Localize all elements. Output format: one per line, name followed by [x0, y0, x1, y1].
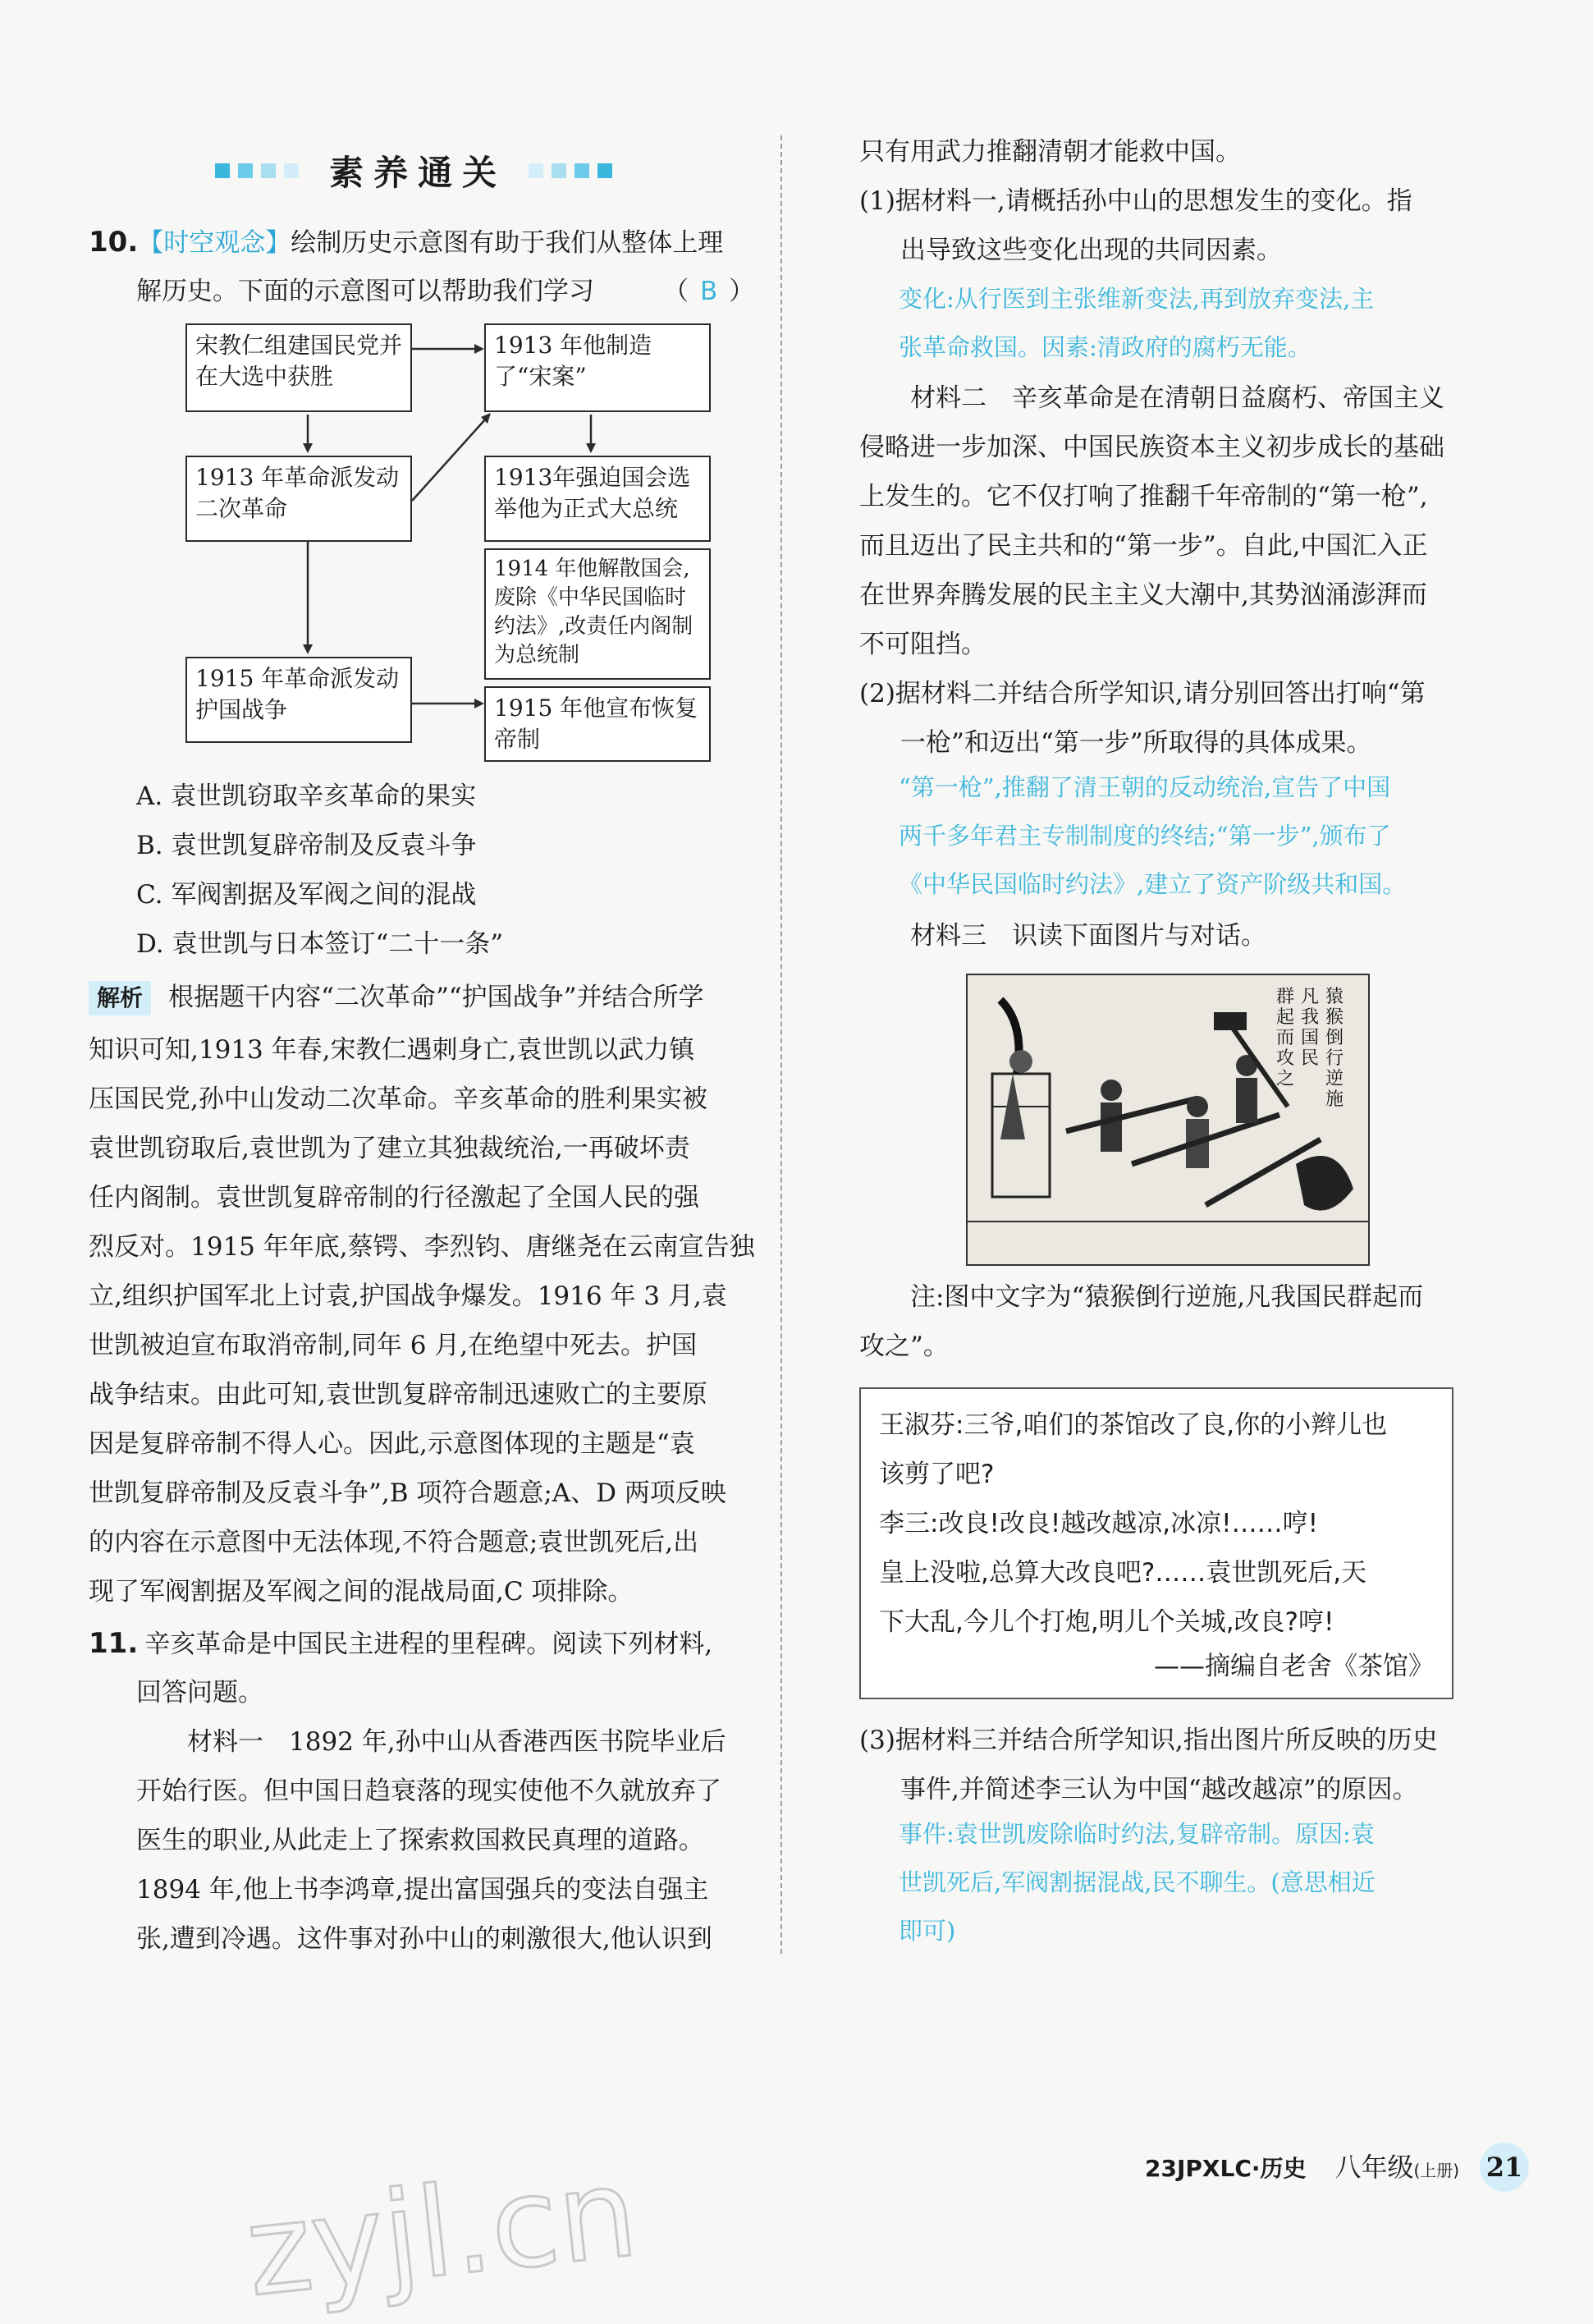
q10-tag: 【时空观念】: [138, 228, 291, 258]
q11-stem-line2: 回答问题。: [136, 1678, 263, 1707]
diagram-box-protect-nation-war: 1915 年革命派发动护国战争: [185, 657, 412, 743]
q10-option-b: B. 袁世凯复辟帝制及反袁斗争: [136, 831, 477, 860]
q11-material1-last-line: 只有用武力推翻清朝才能救中国。: [859, 137, 1241, 167]
footer-volume: (上册): [1413, 2161, 1460, 2180]
q10-analysis-first-line: 解析 根据题干内容“二次革命”“护国战争”并结合所学: [89, 973, 704, 1022]
q11-material2: 材料二 辛亥革命是在清朝日益腐朽、帝国主义 侵略进一步加深、中国民族资本主义初步成长的基础 上发生的。它不仅打响了推翻千年帝制的“第一枪”, 而且迈出了民主共和的“第一步”。自此,中国汇入正 在世界奔腾发展的民主主义大潮中,其势汹涌澎湃而 不可阻挡。: [859, 383, 1444, 659]
cartoon-caption-1: 猿猴倒行逆施: [1325, 987, 1344, 1110]
cartoon-caption-2: 凡我国民: [1301, 987, 1320, 1069]
cartoon-note: 注:图中文字为“猿猴倒行逆施,凡我国民群起而 攻之”。: [859, 1282, 1424, 1361]
diagram-box-dissolve-parliament: 1914 年他解散国会,废除《中华民国临时约法》,改责任内阁制为总统制: [484, 548, 711, 680]
q11-answer1: 变化:从行医到主张维新变法,再到放弃变法,主 张革命救国。因素:清政府的腐朽无能。: [899, 285, 1375, 361]
section-title: 素养通关: [329, 153, 507, 193]
dialog-source: ——摘编自老舍《茶馆》: [1154, 1652, 1434, 1681]
cartoon-image: [966, 974, 1370, 1266]
q10-answer: （ B ）: [663, 277, 755, 306]
q10-option-a: A. 袁世凯窃取辛亥革命的果实: [136, 782, 477, 811]
q10-stem-line2: 解历史。下面的示意图可以帮助我们学习: [136, 277, 594, 306]
q11-number: 11.: [89, 1627, 139, 1660]
q10-option-c: C. 军阀割据及军阀之间的混战: [136, 880, 477, 910]
footer-code: 23JPXLC·历史: [1145, 2155, 1307, 2182]
diagram-box-song-case: 1913 年他制造了“宋案”: [484, 323, 711, 412]
q11-stem-line1: 11. 辛亥革命是中国民主进程的里程碑。阅读下列材料,: [89, 1627, 713, 1660]
diagram-box-kmt: 宋教仁组建国民党并在大选中获胜: [185, 323, 412, 412]
page-footer: [1145, 2143, 1529, 2192]
q10-number: 10.: [89, 226, 139, 259]
diagram-box-president: 1913年强迫国会选举他为正式大总统: [484, 456, 711, 542]
q11-material1: 材料一 1892 年,孙中山从香港西医书院毕业后 开始行医。但中国日趋衰落的现实使他不久就放弃了 医生的职业,从此走上了探索救国救民真理的道路。 1894 年,他上书李鸿章,提出富国强兵的变法自强主 张,遭到冷遇。这件事对孙中山的刺激很大,他认识到: [136, 1727, 726, 1954]
watermark: zyjl.cn: [240, 2141, 643, 2324]
q10-option-d: D. 袁世凯与日本签订“二十一条”: [136, 929, 504, 959]
analysis-label: 解析: [89, 981, 151, 1015]
q11-answer3: 事件:袁世凯废除临时约法,复辟帝制。原因:袁 世凯死后,军阀割据混战,民不聊生。(意思相近 即可): [899, 1820, 1376, 1945]
q11-answer2: “第一枪”,推翻了清王朝的反动统治,宣告了中国 两千多年君主专制制度的终结;“第一步”,颁布了 《中华民国临时约法》,建立了资产阶级共和国。: [899, 773, 1407, 898]
q11-material3-intro: 材料三 识读下面图片与对话。: [910, 921, 1266, 951]
teahouse-dialog-box: 王淑芬:三爷,咱们的茶馆改了良,你的小辫儿也 该剪了吧? 李三:改良!改良!越改越凉,冰凉!……哼! 皇上没啦,总算大改良吧?……袁世凯死后,天 下大乱,今儿个打炮,明儿个关城,改良?哼! ——摘编自老舍《茶馆》: [859, 1387, 1453, 1699]
q11-sub3: (3)据材料三并结合所学知识,指出图片所反映的历史 事件,并简述李三认为中国“越改越凉”的原因。: [859, 1726, 1438, 1804]
q11-sub2: (2)据材料二并结合所学知识,请分别回答出打响“第 一枪”和迈出“第一步”所取得的具体成果。: [859, 679, 1426, 758]
q10-answer-letter: B: [700, 277, 718, 306]
diagram-box-second-revolution: 1913 年革命派发动二次革命: [185, 456, 412, 542]
page-number: 21: [1480, 2143, 1529, 2192]
q10-stem-line1: 10.【时空观念】绘制历史示意图有助于我们从整体上理: [89, 226, 724, 259]
diagram-box-restore-monarchy: 1915 年他宣布恢复帝制: [484, 686, 711, 762]
q11-sub1: (1)据材料一,请概括孙中山的思想发生的变化。指 出导致这些变化出现的共同因素。: [859, 186, 1412, 265]
footer-grade: 八年级: [1334, 2152, 1414, 2183]
cartoon-caption-3: 群起而攻之: [1276, 987, 1295, 1089]
q10-analysis-body: 知识可知,1913 年春,宋教仁遇刺身亡,袁世凯以武力镇 压国民党,孙中山发动二次革命。辛亥革命的胜利果实被 袁世凯窃取后,袁世凯为了建立其独裁统治,一再破坏责 任内阁制。袁世凯复辟帝制的行径激起了全国人民的强 烈反对。1915 年年底,蔡锷、李烈钧、唐继尧在云南宣告独 立,组织护国军北上讨袁,护国战争爆发。1916 年 3 月,袁 世凯被迫宣布取消帝制,同年 6 月,在绝望中死去。护国 战争结束。由此可知,袁世凯复辟帝制迅速败亡的主要原 因是复辟帝制不得人心。因此,示意图体现的主题是“袁 世凯复辟帝制及反袁斗争”,B 项符合题意;A、D 两项反映 的内容在示意图中无法体现,不符合题意;袁世凯死后,出 现了军阀割据及军阀之间的混战局面,C 项排除。: [89, 1035, 755, 1607]
